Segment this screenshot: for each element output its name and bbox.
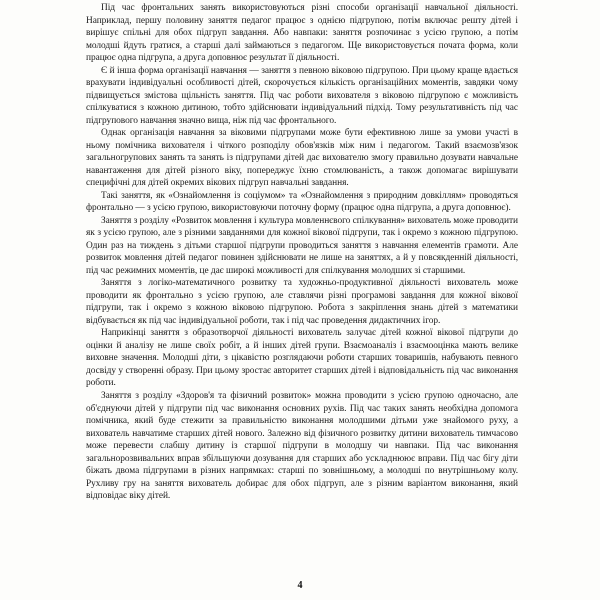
page-number: 4	[297, 580, 303, 591]
paragraph-1: Під час фронтальних занять використовуються різні способи організації навчальної діяльності. Наприклад, першу половину заняття педагог працює з однією підгрупою, потім включає решту дітей і вирішує спільні для обох підгруп завдання. Або навпаки: заняття розпочинає з усією групою, а потім молодші йдуть гратися, а старші далі займаються з педагогом. Ще використовується почата форма, коли працює одна підгрупа, а друга доповнює результат її діяльності.	[86, 3, 518, 64]
paragraph-2: Є й інша форма організації навчання — заняття з певною віковою підгрупою. При цьому краще вдається врахувати індивідуальні особливості дітей, скорочується кількість організаційних моментів, завдяки чому підвищується змістова щільність заняття. Під час роботи вихователя з віковою підгрупою є можливість спілкуватися з кожною дитиною, тобто здійснювати індивідуальний підхід. Тому результативність під час підгрупового навчання значно вища, ніж під час фронтального.	[86, 65, 518, 126]
paragraph-5: Заняття з розділу «Розвиток мовлення і культура мовленнєвого спілкування» вихователь може проводити як з усією групою, але з різними завданнями для кожної вікової підгрупи, так і окремо з кожною підгрупою. Один раз на тиждень з дітьми старшої підгрупи проводиться заняття з навчання елементів грамоти. Але розвиток мовлення дітей педагог повинен здійснювати не лише на заняттях, а й у повсякденній діяльності, під час режимних моментів, це дає широкі можливості для спілкування молодших зі старшими.	[86, 215, 518, 276]
paragraph-6: Заняття з логіко-математичного розвитку та художньо-продуктивної діяльності вихователь може проводити як фронтально з усією групою, але ставлячи різні програмові завдання для кожної вікової підгрупи, так і окремо з кожною віковою підгрупою. Робота з закріплення знань дітей з математики відбувається як під час індивідуальної роботи, так і під час проведення дидактичних ігор.	[86, 278, 518, 326]
paragraph-4: Такі заняття, як «Ознайомлення із соціумом» та «Ознайомлення з природним довкіллям» проводяться фронтально — з усією групою, використовуючи поточну форму (працює одна підгрупа, а друга доповнює).	[86, 190, 518, 214]
text-body	[86, 2, 518, 503]
paragraph-3: Однак організація навчання за віковими підгрупами може бути ефективною лише за умови участі в ньому помічника вихователя і чіткого розподілу обов'язків між ним і педагогом. Такий взаємозв'язок загальногрупових занять та занять із підгрупами дітей дає вихователю змогу правильно дозувати навчальне навантаження для дітей різного віку, попереджує їхню стомлюваність, а також допомагає вирішувати специфічні для дітей окремих вікових підгруп навчальні завдання.	[86, 128, 518, 189]
paragraph-8: Заняття з розділу «Здоров'я та фізичний розвиток» можна проводити з усією групою одночасно, але об'єднуючи дітей у підгрупи під час виконання основних рухів. Під час таких занять необхідна допомога помічника, який буде стежити за правильністю виконання молодшими дітьми уже знайомого руху, а вихователь навчатиме старших дітей нового. Залежно від фізичного розвитку дитини вихователь тимчасово може перевести слабшу дитину із старшої підгрупи в молодшу чи навпаки. Під час виконання загальнорозвивальних вправ збільшуючи дозування для старших або ускладнюює вправи. Під час бігу діти біжать двома підгрупами в різних напрямках: старші по зовнішньому, а молодші по внутрішньому колу. Рухливу гру на заняття вихователь добирає для обох підгруп, але з різним варіантом виконання, який відповідає віку дітей.	[86, 390, 518, 502]
paragraph-7: Наприкінці заняття з образотворчої діяльності вихователь залучає дітей кожної вікової підгрупи до оцінки й аналізу не лише своїх робіт, а й інших дітей групи. Взаємоаналіз і взаємооцінка мають велике виховне значення. Молодші діти, з цікавістю розглядаючи роботи старших товаришів, набувають певного досвіду у створенні образу. При цьому зростає авторитет старших дітей і відповідальність під час виконання роботи.	[86, 328, 518, 389]
